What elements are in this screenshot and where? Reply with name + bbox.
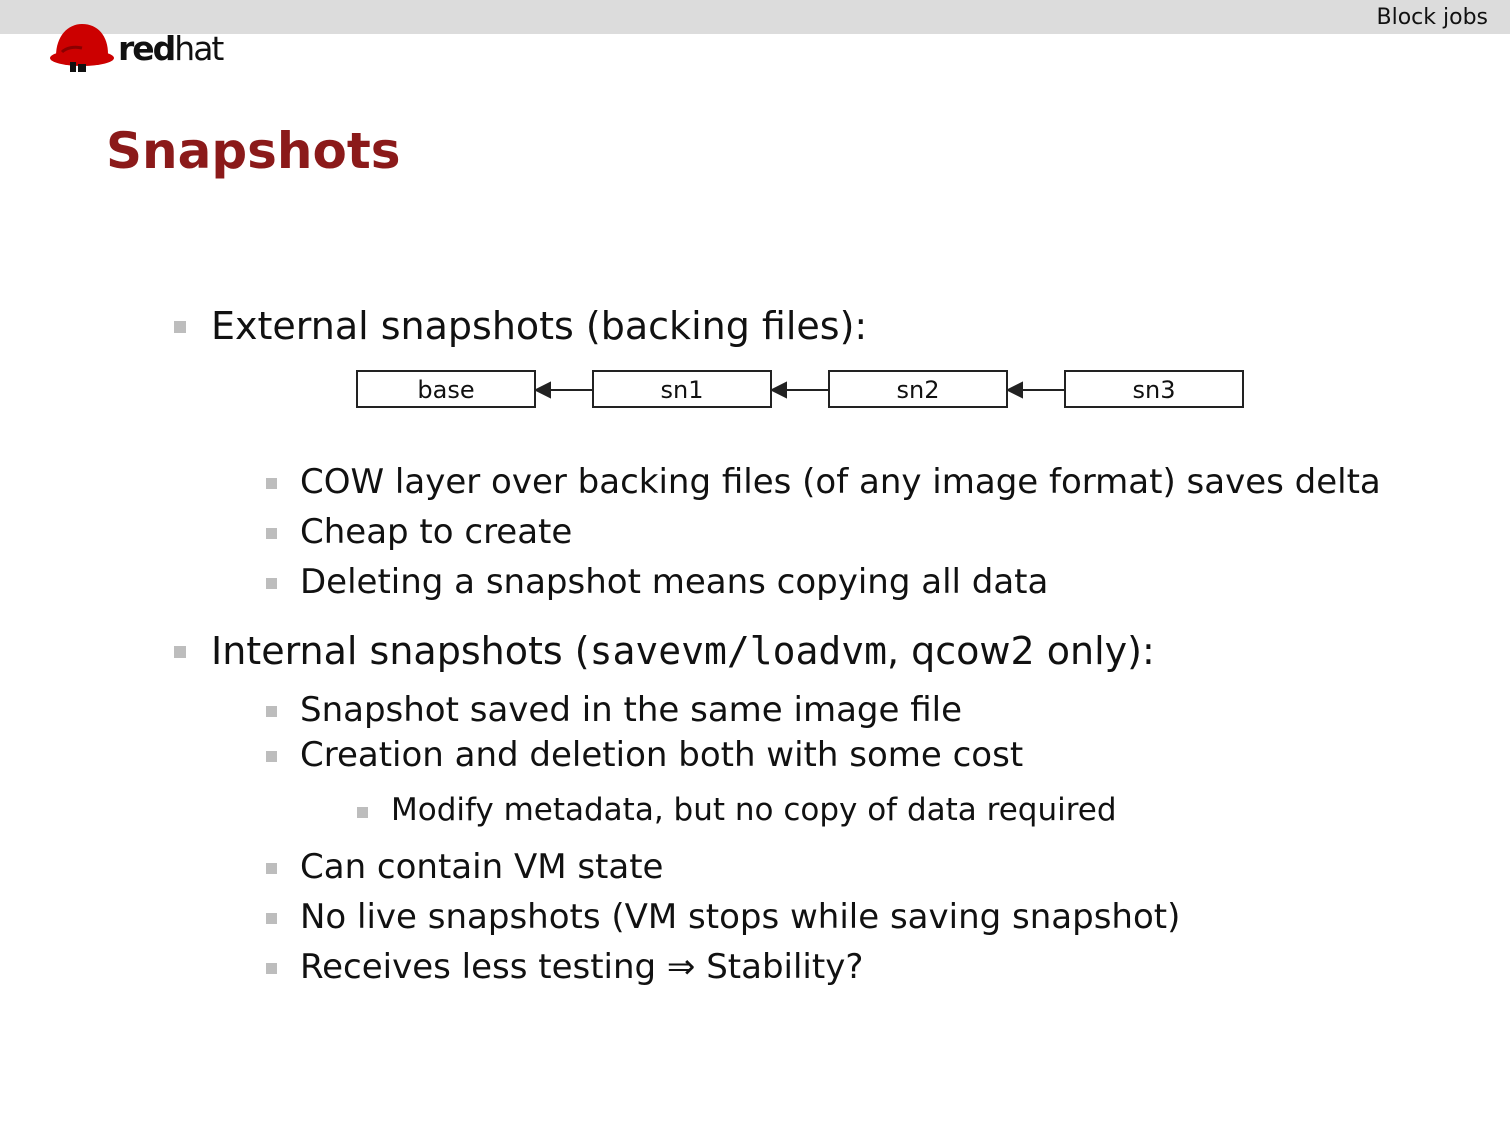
logo-wordmark: redhat — [118, 29, 223, 68]
arrow-head — [772, 383, 786, 397]
bullet-marker — [266, 913, 277, 924]
bullet-marker — [266, 863, 277, 874]
chain-node-sn1: sn1 — [592, 370, 772, 408]
arrow-head — [1008, 383, 1022, 397]
chain-node-sn3: sn3 — [1064, 370, 1244, 408]
section-name: Block jobs — [1376, 5, 1488, 30]
bullet-marker — [266, 963, 277, 974]
bullet-marker — [266, 528, 277, 539]
bullet-marker — [266, 706, 277, 717]
bullet-marker — [266, 578, 277, 589]
list-item: COW layer over backing files (of any image format) saves delta — [300, 465, 1381, 499]
list-item: Can contain VM state — [300, 850, 663, 884]
slide-title: Snapshots — [106, 122, 401, 180]
bullet-internal: Internal snapshots (savevm/loadvm, qcow2 only): — [211, 632, 1155, 670]
list-item: Deleting a snapshot means copying all data — [300, 565, 1048, 599]
arrow-head — [536, 383, 550, 397]
chain-node-base: base — [356, 370, 536, 408]
chain-node-sn2: sn2 — [828, 370, 1008, 408]
bullet-marker — [357, 807, 368, 818]
bullet-marker — [266, 478, 277, 489]
list-item: Receives less testing ⇒ Stability? — [300, 950, 863, 984]
bullet-marker — [174, 321, 186, 333]
snapshot-chain-diagram — [356, 370, 1248, 414]
redhat-logo — [48, 18, 248, 74]
bullet-external: External snapshots (backing files): — [211, 307, 867, 345]
list-item: No live snapshots (VM stops while saving snapshot) — [300, 900, 1180, 934]
command-code: savevm/loadvm — [589, 629, 887, 673]
bullet-marker — [266, 751, 277, 762]
list-item: Snapshot saved in the same image file — [300, 693, 962, 727]
list-item: Creation and deletion both with some cost — [300, 738, 1023, 772]
shadowman-icon — [48, 18, 118, 74]
bullet-marker — [174, 646, 186, 658]
list-item: Cheap to create — [300, 515, 572, 549]
list-subitem: Modify metadata, but no copy of data required — [391, 795, 1117, 826]
